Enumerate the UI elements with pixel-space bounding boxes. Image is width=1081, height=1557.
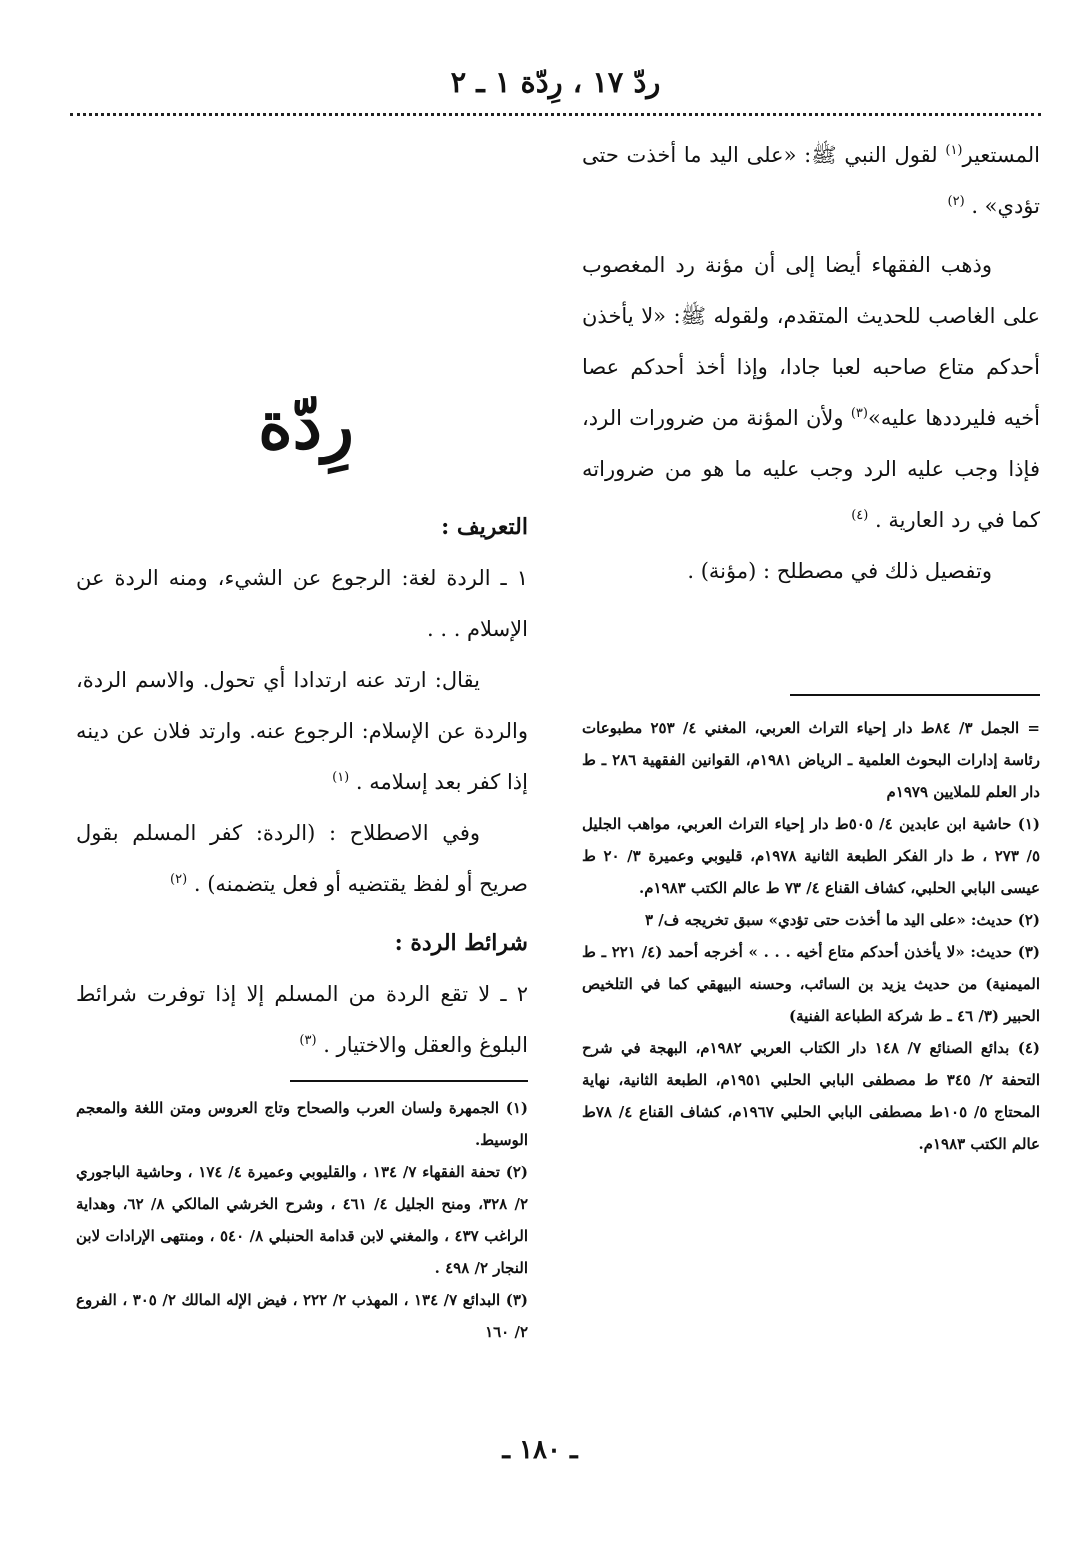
left-column <box>76 502 528 1071</box>
section-heading: شرائط الردة : <box>394 930 528 956</box>
left-footnotes <box>76 1092 528 1348</box>
entry-title: رِدّة <box>258 386 354 464</box>
footnote-ref: (١) <box>332 770 350 785</box>
paragraph: ١ ـ الردة لغة: الرجوع عن الشيء، ومنه الردة عن الإسلام . . . <box>76 566 528 641</box>
footnote: (٣) البدائع ٧/ ١٣٤ ، المهذب ٢/ ٢٢٢ ، فيض الإله المالك ٢/ ٣٠٥ ، الفروع ٢/ ١٦٠ <box>76 1291 529 1341</box>
footnote-ref: (٣) <box>850 406 868 421</box>
footnote-ref: (٢) <box>947 194 965 209</box>
paragraph: وذهب الفقهاء أيضا إلى أن مؤنة رد المغصوب على الغاصب للحديث المتقدم، ولقوله ﷺ: «لا يأخذن أحدكم متاع صاحبه لعبا جادا، وإذا أخذ أحدكم عصا أخيه فليرددها عليه»$^{(٣)}$ ولأن المؤنة من ضرورات الرد، فإذا وجب عليه الرد وجب عليه ما هو من ضروراته كما في رد العارية . $^{(٤)}$ <box>582 253 1041 532</box>
running-header: ردّ ١٧ ، رِدّة ١ ـ ٢ <box>450 65 661 99</box>
footnote-ref: (٢) <box>170 872 188 887</box>
footnote-ref: (٣) <box>299 1033 317 1048</box>
footnote-ref: (٤) <box>851 508 869 523</box>
footnote: = الجمل ٣/ ٨٤ط دار إحياء التراث العربي، المغني ٤/ ٢٥٣ مطبوعات رئاسة إدارات البحوث العلمية ـ الرياض ١٩٨١م، القوانين الفقهية ٢٨٦ ـ ط دار العلم للملايين ١٩٧٩م <box>582 719 1041 801</box>
paragraph: يقال: ارتد عنه ارتدادا أي تحول. والاسم الردة، والردة عن الإسلام: الرجوع عنه. وارتد فلان عن دينه إذا كفر بعد إسلامه . $^{(١)}$ <box>76 668 528 794</box>
left-column-body <box>76 502 528 1071</box>
paragraph: وفي الاصطلاح : (الردة: كفر المسلم بقول صريح أو لفظ يقتضيه أو فعل يتضمنه) . $^{(٢)}$ <box>76 821 528 896</box>
page-number: ـ ١٨٠ ـ <box>502 1435 578 1465</box>
footnote-separator <box>790 694 1040 696</box>
section-heading: التعريف : <box>441 514 528 540</box>
footnote-separator <box>290 1080 528 1082</box>
footnote: (٣) حديث: «لا يأخذن أحدكم متاع أخيه . . . » أخرجه أحمد (٤/ ٢٢١ ـ ط الميمنية) من حديث يزيد بن السائب، وحسنه البيهقي كما في التلخيص الحبير (٣/ ٤٦ ـ ط شركة الطباعة الفنية) <box>582 943 1041 1025</box>
right-column <box>582 130 1040 597</box>
footnote: (١) الجمهرة ولسان العرب والصحاح وتاج العروس ومتن اللغة والمعجم الوسيط. <box>76 1099 528 1149</box>
paragraph: المستعير$^{(١)}$ لقول النبي ﷺ: «على اليد ما أخذت حتى تؤدي» . $^{(٢)}$ <box>582 143 1040 218</box>
footnote: (٢) حديث: «على اليد ما أخذت حتى تؤدي» سبق تخريجه ف/ ٣ <box>644 911 1040 929</box>
footnote: (١) حاشية ابن عابدين ٤/ ٥٠٥ط دار إحياء التراث العربي، مواهب الجليل ٥/ ٢٧٣ ، ط دار الفكر الطبعة الثانية ١٩٧٨م، قليوبي وعميرة ٣/ ٢٠ ط عيسى البابي الحلبي، كشاف القناع ٤/ ٧٣ ط عالم الكتب ١٩٨٣م. <box>582 815 1041 897</box>
right-column-body <box>582 130 1040 597</box>
right-footnotes <box>582 712 1040 1160</box>
paragraph: ٢ ـ لا تقع الردة من المسلم إلا إذا توفرت شرائط البلوغ والعقل والاختيار . $^{(٣)}$ <box>76 982 528 1057</box>
footnote-ref: (١) <box>945 143 963 158</box>
header-dotted-rule <box>70 113 1041 116</box>
footnote: (٤) بدائع الصنائع ٧/ ١٤٨ دار الكتاب العربي ١٩٨٢م، البهجة في شرح التحفة ٢/ ٣٤٥ ط مصطفى البابي الحلبي ١٩٥١م، الطبعة الثانية، نهاية المحتاج ٥/ ١٠٥ط مصطفى البابي الحلبي ١٩٦٧م، كشاف القناع ٤/ ٧٨ط عالم الكتب ١٩٨٣م. <box>582 1039 1041 1153</box>
paragraph: وتفصيل ذلك في مصطلح : (مؤنة) . <box>687 559 992 583</box>
footnote: (٢) تحفة الفقهاء ٧/ ١٣٤ ، والقليوبي وعميرة ٤/ ١٧٤ ، وحاشية الباجوري ٢/ ٣٢٨، ومنح الجليل ٤/ ٤٦١ ، وشرح الخرشي المالكي ٨/ ٦٢، وهداية الراغب ٤٣٧ ، والمغني لابن قدامة الحنبلي ٨/ ٥٤٠ ، ومنتهى الإرادات لابن النجار ٢/ ٤٩٨ . <box>76 1163 529 1277</box>
